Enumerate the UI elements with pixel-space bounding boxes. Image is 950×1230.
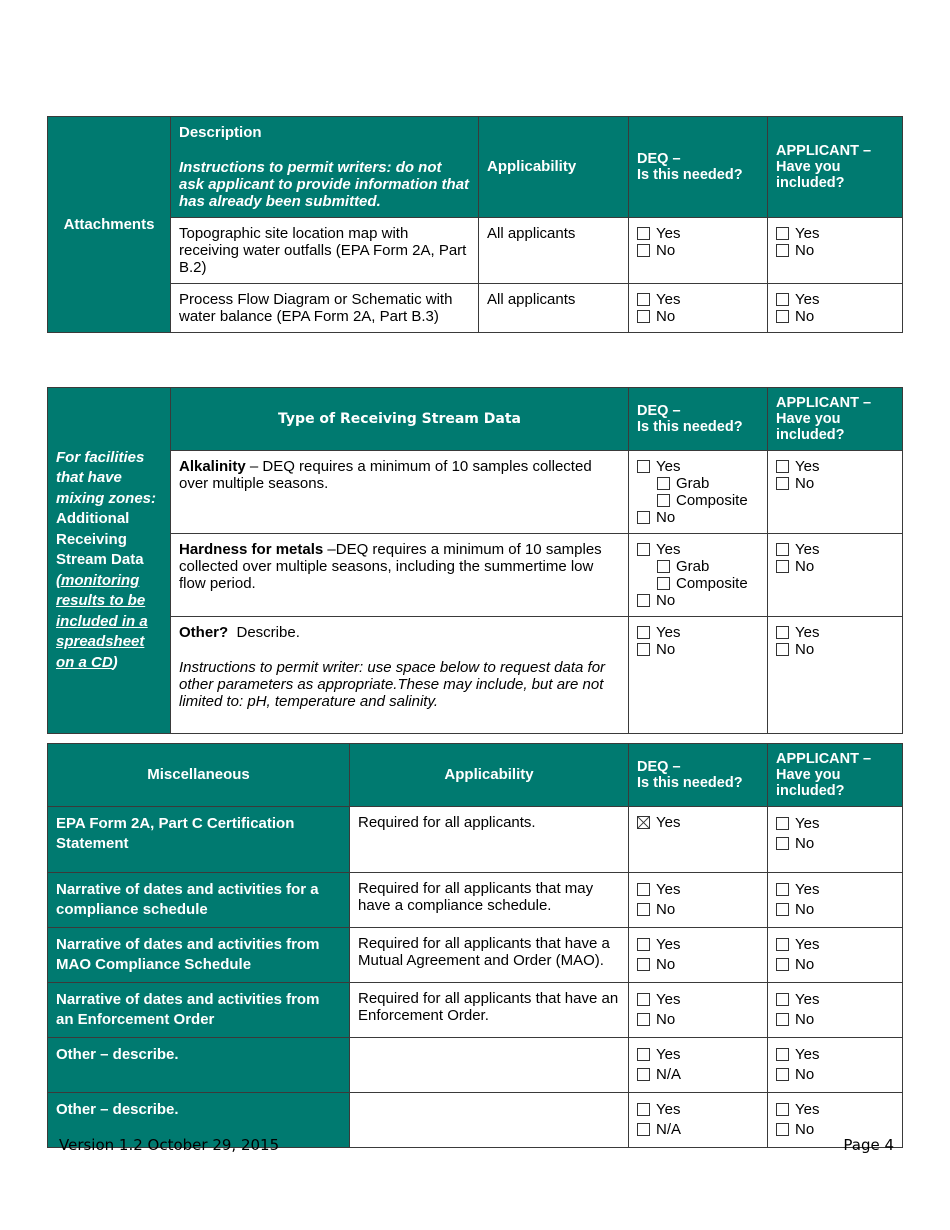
deq-checkboxes [629,218,768,284]
checkbox-icon[interactable] [776,938,789,951]
attachment-applicability: All applicants [479,284,629,333]
applicant-checkboxes [768,534,903,617]
checkbox-no[interactable]: No [776,641,894,658]
checkbox-yes[interactable]: Yes [637,1100,759,1120]
footer-version: Version 1.2 October 29, 2015 [59,1136,280,1154]
misc-item-label: EPA Form 2A, Part C Certification Statement [48,807,350,873]
deq-checkboxes [629,284,768,333]
checkbox-icon[interactable] [637,1048,650,1061]
checkbox-no[interactable]: No [776,558,894,575]
misc-item-label: Narrative of dates and activities for a compliance schedule [48,873,350,928]
checkbox-icon[interactable] [776,560,789,573]
misc-header: Miscellaneous [48,744,350,807]
checkbox-icon[interactable] [776,993,789,1006]
checkbox-icon[interactable] [776,1068,789,1081]
applicant-checkboxes [768,928,903,983]
misc-applicability: Required for all applicants that have a Mutual Agreement and Order (MAO). [350,928,629,983]
misc-applicability: Required for all applicants that may have a compliance schedule. [350,873,629,928]
checkbox-icon[interactable] [637,643,650,656]
attachments-table [47,116,903,333]
checkbox-icon[interactable] [637,883,650,896]
checkbox-yes[interactable]: Yes [776,541,894,558]
misc-applicability [350,1093,629,1148]
misc-applicability: Required for all applicants. [350,807,629,873]
checkbox-no[interactable]: No [776,900,894,920]
checkbox-icon[interactable] [776,310,789,323]
deq-checkboxes [629,807,768,873]
checkbox-yes[interactable]: Yes [776,624,894,641]
checkbox-icon[interactable] [776,883,789,896]
applicability-header: Applicability [479,117,629,218]
checkbox-no[interactable]: No [776,955,894,975]
checkbox-icon[interactable] [637,310,650,323]
applicant-header: APPLICANT – Have you included? [768,117,903,218]
checkbox-icon[interactable] [637,543,650,556]
checkbox-yes[interactable]: Yes [637,225,759,242]
checkbox-no[interactable]: No [637,592,759,609]
checkbox-icon[interactable] [776,227,789,240]
stream-data-description: Hardness for metals –DEQ requires a minimum of 10 samples collected over multiple seasons, including the summertime low flow period. [171,534,629,617]
checkbox-icon[interactable] [776,958,789,971]
checkbox-yes[interactable]: Yes [637,541,759,558]
checkbox-icon[interactable] [776,626,789,639]
checkbox-icon[interactable] [637,594,650,607]
checkbox-icon[interactable] [776,1048,789,1061]
checkbox-icon[interactable] [657,494,670,507]
stream-data-header: Type of Receiving Stream Data [171,388,629,451]
footer-page-number: Page 4 [843,1136,894,1154]
applicant-checkboxes [768,807,903,873]
checkbox-icon[interactable] [637,938,650,951]
checkbox-icon[interactable] [776,817,789,830]
deq-checkboxes [629,1093,768,1148]
attachment-description: Topographic site location map with receiving water outfalls (EPA Form 2A, Part B.2) [171,218,479,284]
applicant-checkboxes [768,617,903,734]
checkbox-icon[interactable] [776,1123,789,1136]
checkbox-no[interactable]: No [776,475,894,492]
other-instructions: Instructions to permit writer: use space below to request data for other parameters as appropriate.These may include, but are not limited to: pH, temperature and salinity. [179,659,606,710]
checkbox-icon[interactable] [637,227,650,240]
checkbox-no[interactable]: No [637,308,759,325]
checkbox-icon[interactable] [637,958,650,971]
checkbox-yes[interactable]: Yes [637,458,759,475]
checkbox-no[interactable]: No [637,242,759,259]
attachment-applicability: All applicants [479,218,629,284]
checkbox-icon[interactable] [776,244,789,257]
checkbox-na[interactable]: N/A [637,1120,759,1140]
checkbox-icon[interactable] [637,1123,650,1136]
checkbox-no[interactable]: No [776,242,894,259]
checkbox-grab[interactable]: Grab [637,558,759,575]
misc-item-label: Other – describe. [48,1038,350,1093]
checkbox-yes[interactable]: Yes [776,880,894,900]
deq-checkboxes [629,617,768,734]
misc-item-label: Narrative of dates and activities from MAO Compliance Schedule [48,928,350,983]
checkbox-icon[interactable] [776,903,789,916]
misc-item-label: Other – describe. [48,1093,350,1148]
checkbox-icon[interactable] [637,626,650,639]
applicant-checkboxes [768,1038,903,1093]
checkbox-icon[interactable] [637,993,650,1006]
stream-data-description: Alkalinity – DEQ requires a minimum of 10 samples collected over multiple seasons. [171,451,629,534]
attachments-label: Attachments [48,117,171,333]
misc-applicability [350,1038,629,1093]
deq-header: DEQ – Is this needed? [629,388,768,451]
applicant-checkboxes [768,873,903,928]
deq-checkboxes [629,1038,768,1093]
checkbox-no[interactable]: No [776,1010,894,1030]
applicant-checkboxes [768,451,903,534]
checkbox-icon[interactable] [776,477,789,490]
checkbox-no[interactable]: No [637,900,759,920]
checkbox-icon[interactable] [776,543,789,556]
applicant-header: APPLICANT – Have you included? [768,744,903,807]
deq-header: DEQ – Is this needed? [629,744,768,807]
checkbox-icon[interactable] [776,1013,789,1026]
checkbox-no[interactable]: No [776,1120,894,1140]
checkbox-yes[interactable]: Yes [776,990,894,1010]
attachment-description: Process Flow Diagram or Schematic with water balance (EPA Form 2A, Part B.3) [171,284,479,333]
deq-checkboxes [629,928,768,983]
checkbox-icon[interactable] [637,1103,650,1116]
checkbox-icon[interactable] [637,511,650,524]
receiving-stream-table [47,387,903,734]
mixing-zone-label: For facilities that have mixing zones: Additional Receiving Stream Data (monitoring results to be included in a spreadsheet on a CD) [48,388,171,734]
checkbox-icon[interactable] [657,560,670,573]
checkbox-yes[interactable]: Yes [776,291,894,308]
checkbox-icon[interactable] [637,293,650,306]
deq-header: DEQ – Is this needed? [629,117,768,218]
checkbox-yes[interactable]: Yes [637,880,759,900]
checkbox-yes[interactable]: Yes [637,1045,759,1065]
applicant-checkboxes [768,284,903,333]
checkbox-yes[interactable]: Yes [637,291,759,308]
checkbox-no[interactable]: No [637,641,759,658]
checkbox-icon[interactable] [776,293,789,306]
checkbox-no[interactable]: No [637,509,759,526]
description-instructions: Instructions to permit writers: do not ask applicant to provide information that has already been submitted. [179,159,470,210]
deq-checkboxes [629,873,768,928]
applicability-header: Applicability [350,744,629,807]
checkbox-yes[interactable]: Yes [776,935,894,955]
deq-checkboxes [629,451,768,534]
checkbox-icon[interactable] [657,477,670,490]
stream-data-description: Other? Describe. Instructions to permit writer: use space below to request data for other parameters as appropriate.These may include, but are not limited to: pH, temperature and salinity. [171,617,629,734]
checkbox-icon[interactable] [637,1013,650,1026]
checkbox-icon[interactable] [776,837,789,850]
checkbox-icon[interactable] [776,643,789,656]
checkbox-icon[interactable] [637,1068,650,1081]
checkbox-yes[interactable]: Yes [776,225,894,242]
checkbox-icon[interactable] [637,903,650,916]
description-title: Description [179,124,262,141]
applicant-header: APPLICANT – Have you included? [768,388,903,451]
applicant-checkboxes [768,983,903,1038]
checkbox-no[interactable]: No [637,955,759,975]
deq-checkboxes [629,983,768,1038]
deq-checkboxes [629,534,768,617]
checkbox-na[interactable]: N/A [637,1065,759,1085]
misc-item-label: Narrative of dates and activities from an Enforcement Order [48,983,350,1038]
checkbox-yes[interactable]: Yes [776,1045,894,1065]
checked-checkbox-icon[interactable] [637,816,650,829]
checkbox-no[interactable]: No [776,1065,894,1085]
misc-applicability: Required for all applicants that have an Enforcement Order. [350,983,629,1038]
checkbox-no[interactable]: No [637,1010,759,1030]
checkbox-icon[interactable] [637,244,650,257]
checkbox-icon[interactable] [776,460,789,473]
checkbox-icon[interactable] [637,460,650,473]
applicant-checkboxes [768,218,903,284]
checkbox-no[interactable]: No [776,834,894,854]
checkbox-composite[interactable]: Composite [637,492,759,509]
checkbox-yes[interactable]: Yes [776,458,894,475]
checkbox-yes[interactable]: Yes [637,624,759,641]
checkbox-icon[interactable] [657,577,670,590]
description-header [171,117,479,218]
checkbox-yes[interactable]: Yes [637,990,759,1010]
checkbox-grab[interactable]: Grab [637,475,759,492]
checkbox-icon[interactable] [776,1103,789,1116]
checkbox-yes[interactable]: Yes [776,814,894,834]
miscellaneous-table [47,743,903,1148]
checkbox-yes[interactable]: Yes [776,1100,894,1120]
checkbox-composite[interactable]: Composite [637,575,759,592]
checkbox-yes-checked[interactable]: Yes [637,814,759,831]
checkbox-no[interactable]: No [776,308,894,325]
checkbox-yes[interactable]: Yes [637,935,759,955]
